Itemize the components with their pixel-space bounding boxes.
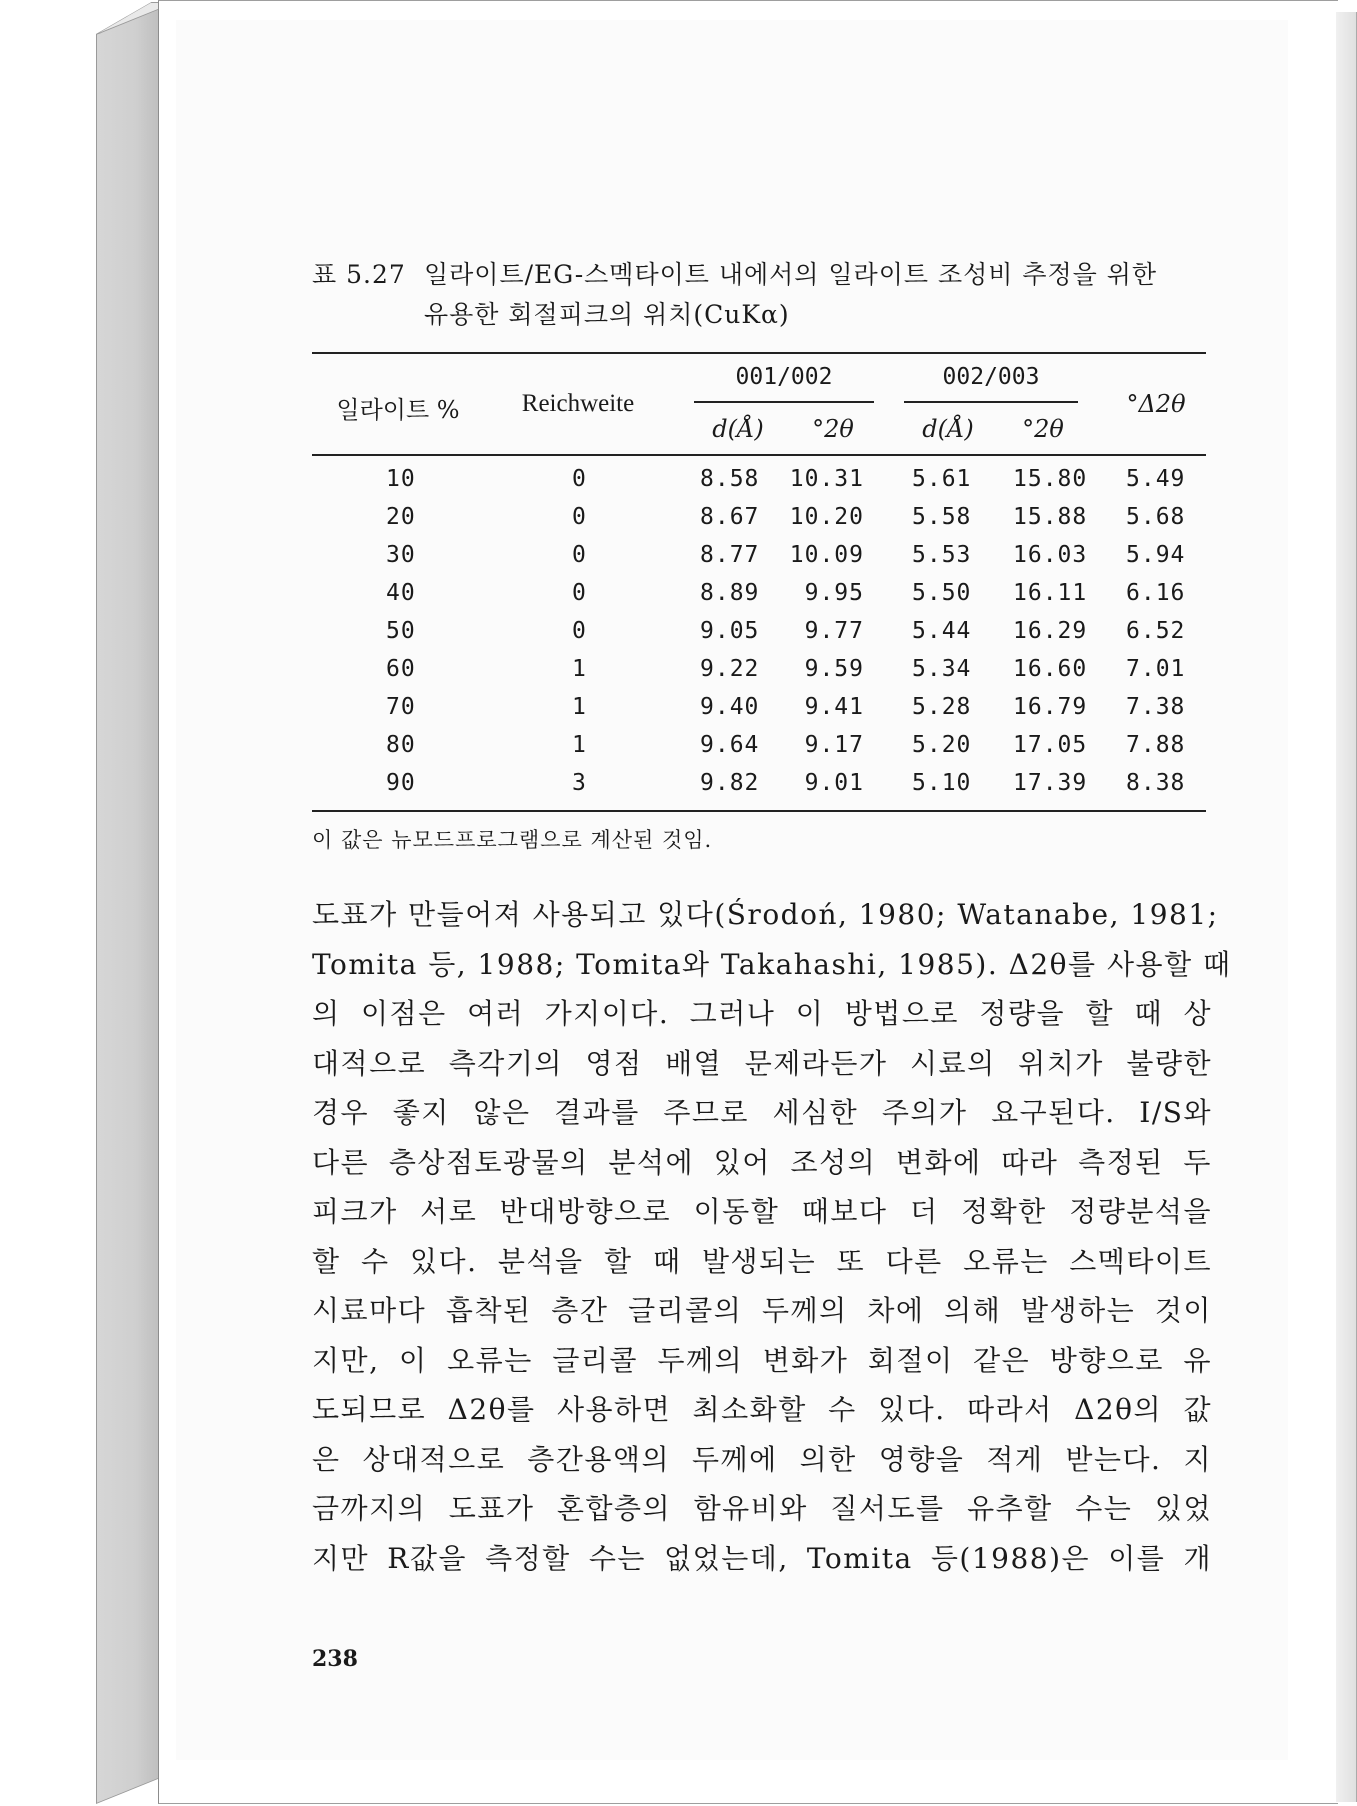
cell-2theta-002: 17.39 [1013, 770, 1088, 796]
cell-reichweite: 1 [572, 656, 587, 682]
header-reichweite: Reichweite [521, 390, 635, 417]
header-2theta-1: °2θ [812, 415, 854, 443]
cell-2theta-002: 16.03 [1013, 542, 1088, 568]
cell-2theta-002: 17.05 [1013, 732, 1088, 758]
cell-illite-pct: 50 [386, 618, 416, 644]
cell-d-002: 5.53 [912, 542, 972, 568]
cell-d-001: 9.22 [700, 656, 760, 682]
cell-reichweite: 1 [572, 732, 587, 758]
body-line: 지만 R값을 측정할 수는 없었는데, Tomita 등(1988)은 이를 개 [312, 1541, 1212, 1575]
body-paragraph [312, 890, 1232, 1583]
body-line: 경우 좋지 않은 결과를 주므로 세심한 주의가 요구된다. I/S와 [312, 1096, 1212, 1129]
cell-delta: 5.49 [1126, 466, 1186, 492]
cell-delta: 5.94 [1126, 542, 1186, 568]
cell-d-001: 8.89 [700, 580, 760, 606]
table-caption-line2: 유용한 회절피크의 위치(CuKα) [424, 300, 790, 329]
page-edge [1336, 12, 1357, 1802]
cell-reichweite: 0 [572, 580, 587, 606]
body-line: 할 수 있다. 분석을 할 때 발생되는 또 다른 오류는 스멕타이트 [312, 1244, 1212, 1278]
cell-2theta-001: 9.95 [804, 580, 864, 606]
cell-illite-pct: 10 [386, 466, 416, 492]
cell-2theta-002: 16.11 [1013, 580, 1088, 606]
cell-d-001: 9.40 [700, 694, 760, 720]
cell-2theta-002: 16.60 [1013, 656, 1088, 682]
header-d-2: d(Å) [922, 415, 974, 443]
cell-d-001: 9.64 [700, 732, 760, 758]
cell-2theta-001: 9.41 [804, 694, 864, 720]
body-line: 도표가 만들어져 사용되고 있다(Środoń, 1980; Watanabe, 1981; [312, 898, 1219, 931]
cell-reichweite: 3 [572, 770, 587, 796]
cell-d-001: 8.58 [700, 466, 760, 492]
page-number: 238 [312, 1646, 358, 1672]
cell-2theta-001: 10.31 [789, 466, 864, 492]
header-d-1: d(Å) [712, 415, 764, 443]
body-line: 지만, 이 오류는 글리콜 두께의 변화가 회절이 같은 방향으로 유 [312, 1343, 1212, 1377]
group1-underline [694, 401, 874, 403]
cell-2theta-001: 9.59 [804, 656, 864, 682]
book-spine [96, 7, 162, 1804]
cell-illite-pct: 40 [386, 580, 416, 606]
header-2theta-2: °2θ [1022, 415, 1064, 443]
cell-2theta-002: 16.79 [1013, 694, 1088, 720]
table-bottom-rule [312, 810, 1206, 812]
cell-d-002: 5.61 [912, 466, 972, 492]
body-line: 도되므로 Δ2θ를 사용하면 최소화할 수 있다. 따라서 Δ2θ의 값 [312, 1393, 1212, 1426]
table-caption [312, 255, 1212, 335]
cell-2theta-002: 15.88 [1013, 504, 1088, 530]
table-top-rule [312, 352, 1206, 354]
cell-illite-pct: 90 [386, 770, 416, 796]
cell-d-001: 9.82 [700, 770, 760, 796]
body-line: 피크가 서로 반대방향으로 이동할 때보다 더 정확한 정량분석을 [312, 1195, 1212, 1228]
body-line: 다른 층상점토광물의 분석에 있어 조성의 변화에 따라 측정된 두 [312, 1145, 1212, 1179]
cell-d-002: 5.10 [912, 770, 972, 796]
cell-d-002: 5.28 [912, 694, 972, 720]
table-caption-line1: 일라이트/EG-스멕타이트 내에서의 일라이트 조성비 추정을 위한 [424, 260, 1158, 289]
cell-2theta-001: 9.01 [804, 770, 864, 796]
cell-d-002: 5.20 [912, 732, 972, 758]
cell-reichweite: 1 [572, 694, 587, 720]
cell-d-002: 5.50 [912, 580, 972, 606]
cell-delta: 6.52 [1126, 618, 1186, 644]
cell-d-002: 5.58 [912, 504, 972, 530]
cell-d-001: 8.67 [700, 504, 760, 530]
cell-delta: 6.16 [1126, 580, 1186, 606]
body-line: 금까지의 도표가 혼합층의 함유비와 질서도를 유추할 수는 있었 [312, 1492, 1212, 1525]
body-line: Tomita 등, 1988; Tomita와 Takahashi, 1985). Δ2θ를 사용할 때 [312, 947, 1232, 981]
cell-2theta-002: 15.80 [1013, 466, 1088, 492]
cell-2theta-001: 10.09 [789, 542, 864, 568]
body-line: 대적으로 측각기의 영점 배열 문제라든가 시료의 위치가 불량한 [312, 1046, 1212, 1080]
cell-d-002: 5.44 [912, 618, 972, 644]
cell-illite-pct: 70 [386, 694, 416, 720]
body-line: 의 이점은 여러 가지이다. 그러나 이 방법으로 정량을 할 때 상 [312, 997, 1212, 1030]
cell-d-002: 5.34 [912, 656, 972, 682]
cell-2theta-002: 16.29 [1013, 618, 1088, 644]
table-footnote: 이 값은 뉴모드프로그램으로 계산된 것임. [312, 828, 713, 852]
cell-2theta-001: 10.20 [789, 504, 864, 530]
table-caption-label: 표 5.27 [312, 260, 406, 289]
header-group-001-002: 001/002 [735, 364, 833, 390]
cell-reichweite: 0 [572, 504, 587, 530]
cell-illite-pct: 30 [386, 542, 416, 568]
cell-reichweite: 0 [572, 466, 587, 492]
header-delta-2theta: °Δ2θ [1126, 390, 1186, 418]
cell-illite-pct: 60 [386, 656, 416, 682]
cell-reichweite: 0 [572, 618, 587, 644]
group2-underline [904, 401, 1078, 403]
cell-delta: 7.38 [1126, 694, 1186, 720]
header-illite-pct: 일라이트 % [336, 396, 460, 424]
cell-d-001: 8.77 [700, 542, 760, 568]
cell-d-001: 9.05 [700, 618, 760, 644]
cell-illite-pct: 20 [386, 504, 416, 530]
header-bottom-rule [312, 454, 1206, 456]
cell-illite-pct: 80 [386, 732, 416, 758]
cell-reichweite: 0 [572, 542, 587, 568]
cell-delta: 5.68 [1126, 504, 1186, 530]
cell-delta: 7.01 [1126, 656, 1186, 682]
body-line: 은 상대적으로 층간용액의 두께에 의한 영향을 적게 받는다. 지 [312, 1442, 1212, 1476]
cell-delta: 7.88 [1126, 732, 1186, 758]
cell-delta: 8.38 [1126, 770, 1186, 796]
cell-2theta-001: 9.17 [804, 732, 864, 758]
header-group-002-003: 002/003 [942, 364, 1040, 390]
cell-2theta-001: 9.77 [804, 618, 864, 644]
body-line: 시료마다 흡착된 층간 글리콜의 두께의 차에 의해 발생하는 것이 [312, 1294, 1212, 1327]
